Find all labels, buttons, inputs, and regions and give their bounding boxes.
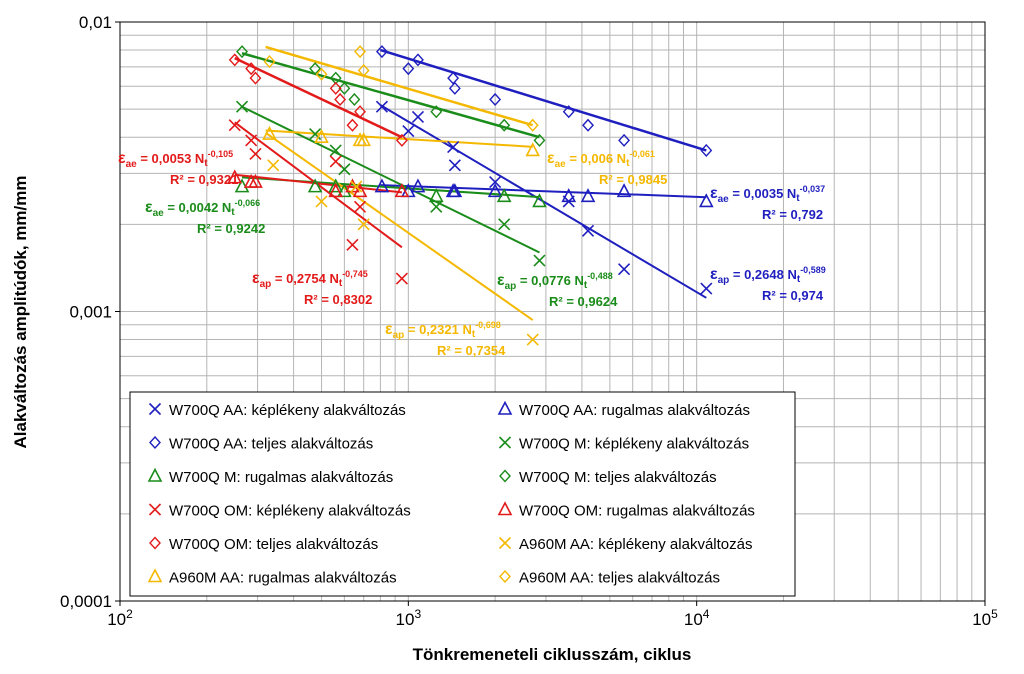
fit-equation-aa-ae bbox=[710, 184, 825, 222]
data-point bbox=[347, 239, 358, 250]
fit-equation-aa-ap bbox=[710, 265, 826, 303]
data-point bbox=[268, 160, 279, 171]
legend-entry-label: W700Q M: teljes alakváltozás bbox=[519, 469, 717, 486]
fit-equation-text: $\varepsilon_{ap} = 0,2754$ $N_t^{-0,745}$ bbox=[252, 269, 368, 290]
y-tick-label: 0,0001 bbox=[60, 592, 112, 611]
r-squared-text: R² = 0,9845 bbox=[599, 172, 668, 187]
legend bbox=[130, 392, 795, 596]
data-point bbox=[396, 273, 407, 284]
fit-equation-a960-ae bbox=[547, 149, 667, 187]
legend-entry-label: A960M AA: képlékeny alakváltozás bbox=[519, 536, 753, 553]
legend-entry-label: W700Q OM: teljes alakváltozás bbox=[169, 536, 379, 553]
x-tick-label: $10^3$ bbox=[395, 607, 422, 629]
fit-equations bbox=[118, 149, 826, 358]
fit-equation-text: $\varepsilon_{ap} = 0,0776$ $N_t^{-0,488}$ bbox=[497, 271, 613, 292]
legend-box bbox=[130, 392, 795, 596]
legend-entry-label: W700Q AA: képlékeny alakváltozás bbox=[169, 402, 406, 419]
data-point bbox=[330, 156, 341, 167]
fit-equation-text: $\varepsilon_{ae} = 0,0035$ $N_t^{-0,037}$ bbox=[710, 184, 826, 205]
data-point bbox=[449, 160, 460, 171]
fit-equation-text: $\varepsilon_{ap} = 0,2648$ $N_t^{-0,589}$ bbox=[710, 265, 826, 286]
legend-entry-label: A960M AA: rugalmas alakváltozás bbox=[169, 569, 397, 587]
data-point bbox=[347, 120, 357, 131]
data-point bbox=[534, 255, 545, 266]
y-axis-title: Alakváltozás amplitúdók, mm/mm bbox=[11, 175, 30, 449]
data-point bbox=[450, 83, 460, 94]
data-point bbox=[619, 264, 630, 275]
fit-equation-text: $\varepsilon_{ae} = 0,006$ $N_t^{-0,061}$ bbox=[547, 149, 655, 170]
legend-entry-label: W700Q AA: rugalmas alakváltozás bbox=[519, 402, 750, 419]
fit-equation-om-ae bbox=[118, 149, 238, 187]
r-squared-text: R² = 0,974 bbox=[762, 288, 824, 303]
x-axis-title: Tönkremeneteli ciklusszám, ciklus bbox=[412, 645, 692, 664]
x-axis-ticks bbox=[107, 601, 998, 629]
data-point bbox=[246, 135, 257, 146]
data-point bbox=[583, 120, 593, 131]
x-tick-label: $10^4$ bbox=[683, 607, 710, 629]
r-squared-text: R² = 0,792 bbox=[762, 207, 824, 222]
data-point bbox=[250, 148, 261, 159]
data-point bbox=[237, 101, 248, 112]
y-axis-ticks bbox=[60, 13, 120, 611]
r-squared-text: R² = 0,8302 bbox=[304, 292, 373, 307]
fit-equation-om-ap bbox=[252, 269, 372, 307]
fit-equation-text: $\varepsilon_{ae} = 0,0053$ $N_t^{-0,105}$ bbox=[118, 149, 234, 170]
data-point bbox=[448, 142, 459, 153]
x-tick-label: $10^5$ bbox=[972, 607, 998, 629]
legend-entry-label: W700Q M: képlékeny alakváltozás bbox=[519, 435, 750, 453]
data-point bbox=[349, 94, 359, 105]
data-point bbox=[335, 94, 345, 105]
y-tick-label: 0,01 bbox=[78, 13, 112, 32]
fit-equation-text: $\varepsilon_{ap} = 0,2321$ $N_t^{-0,698}$ bbox=[385, 320, 501, 341]
data-point bbox=[412, 111, 423, 122]
legend-entry-label: W700Q OM: képlékeny alakváltozás bbox=[169, 502, 411, 520]
fit-equation-m-ap bbox=[497, 271, 618, 309]
r-squared-text: R² = 0,9242 bbox=[197, 221, 266, 236]
total-strain-trendline bbox=[380, 50, 706, 150]
data-point bbox=[619, 135, 629, 146]
legend-entry-label: W700Q AA: teljes alakváltozás bbox=[169, 435, 374, 453]
r-squared-text: R² = 0,7354 bbox=[437, 343, 506, 358]
fit-equation-a960-ap bbox=[385, 320, 506, 358]
fit-equation-text: $\varepsilon_{ae} = 0,0042$ $N_t^{-0,066}$ bbox=[145, 198, 261, 219]
legend-entry-label: W700Q M: rugalmas alakváltozás bbox=[169, 469, 394, 486]
r-squared-text: R² = 0,9321 bbox=[170, 172, 239, 187]
data-point bbox=[376, 101, 387, 112]
fit-equation-m-ae bbox=[145, 198, 265, 236]
data-point bbox=[582, 190, 594, 202]
data-point bbox=[701, 283, 712, 294]
legend-entry-label: A960M AA: teljes alakváltozás bbox=[519, 569, 720, 587]
legend-entry-label: W700Q OM: rugalmas alakváltozás bbox=[519, 502, 755, 520]
y-tick-label: 0,001 bbox=[69, 302, 112, 322]
x-tick-label: $10^2$ bbox=[107, 607, 133, 629]
r-squared-text: R² = 0,9624 bbox=[549, 294, 618, 309]
